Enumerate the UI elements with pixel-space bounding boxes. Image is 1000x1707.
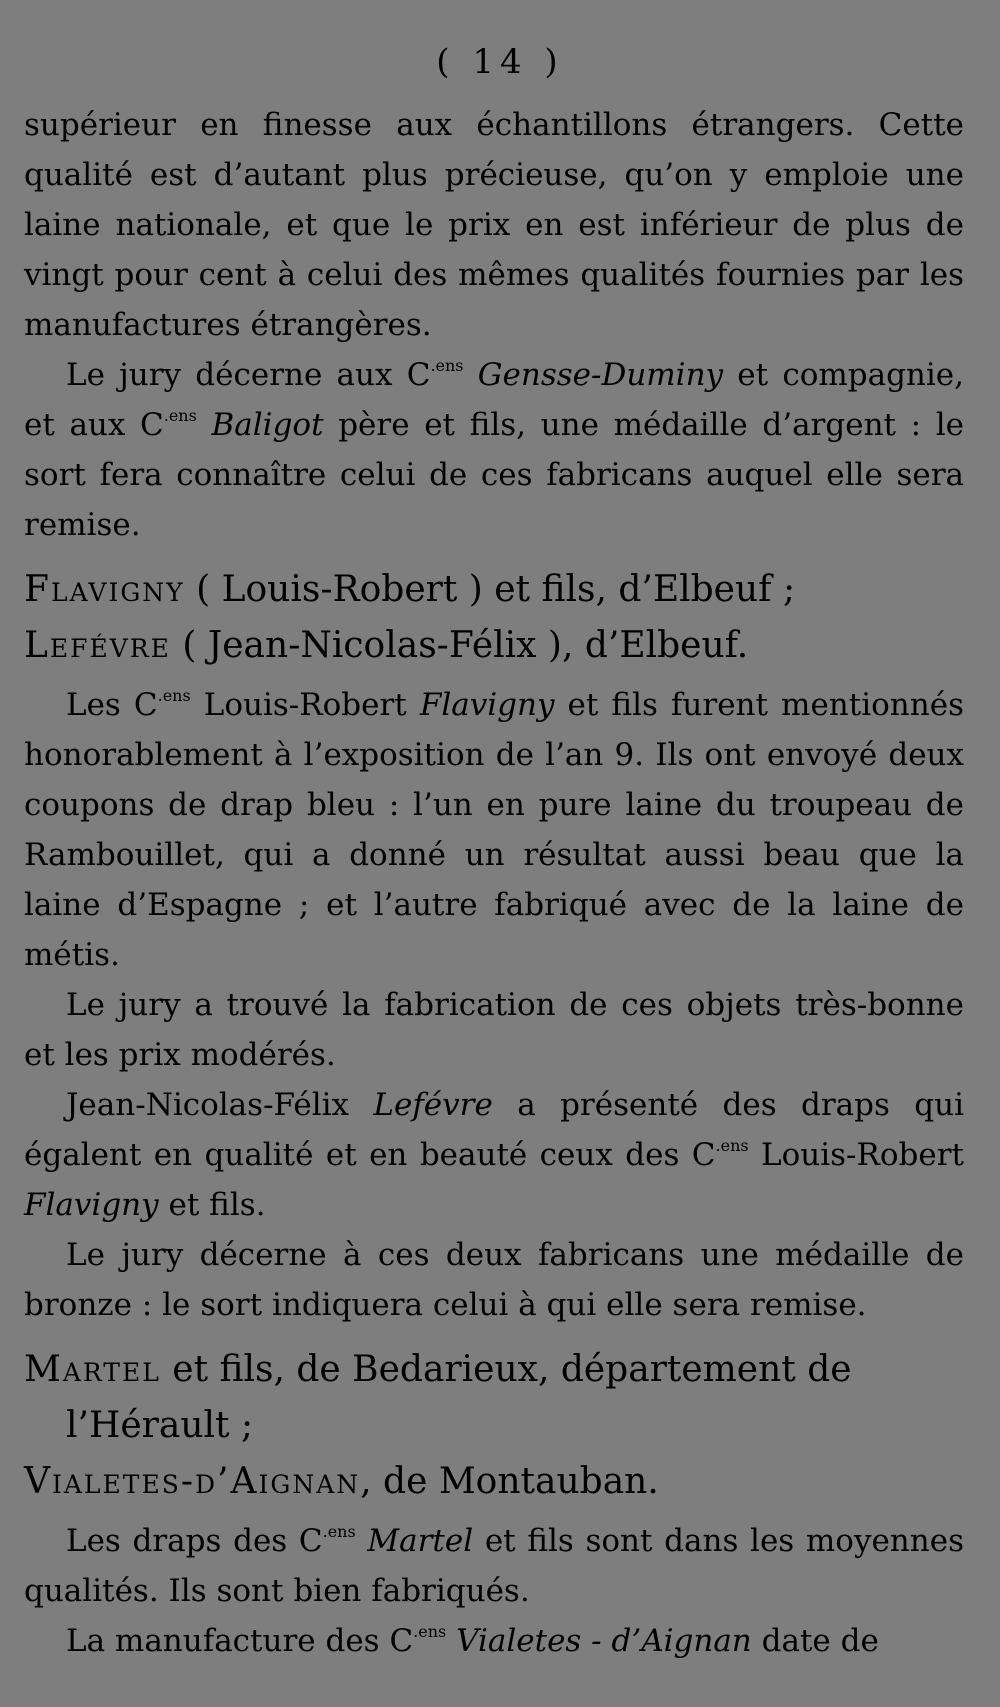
paragraph-martel	[24, 1516, 964, 1616]
page-body	[24, 100, 964, 1666]
text-run: date de	[761, 1623, 879, 1659]
text-run: et fils.	[158, 1187, 266, 1223]
paragraph-vialetes	[24, 1616, 964, 1666]
name-martel: Martel	[367, 1523, 474, 1559]
name-vialetes: Vialetes - d’Aignan	[456, 1623, 752, 1659]
heading-rest: , de Montauban.	[360, 1461, 659, 1502]
text-run: Les C	[66, 687, 158, 723]
text-run: Louis-Robert	[748, 1137, 965, 1173]
paragraph-jury-fabrication: Le jury a trouvé la fabrication de ces objets très-bonne et les prix modérés.	[24, 987, 964, 1073]
heading-line	[24, 562, 964, 618]
text-run: Le jury décerne aux C	[66, 357, 431, 393]
abbrev-citoyens: .ens	[430, 356, 464, 375]
paragraph-jury-bronze-medal: Le jury décerne à ces deux fabricans une médaille de bronze : le sort indiquera celui à qui elle sera remise.	[24, 1237, 964, 1323]
text-run: Les draps des C	[66, 1523, 323, 1559]
name-flavigny: Flavigny	[24, 569, 185, 610]
heading-line	[24, 618, 964, 674]
heading-rest: ( Louis-Robert ) et fils, d’Elbeuf ;	[184, 569, 796, 610]
name-flavigny: Flavigny	[24, 1187, 159, 1223]
paragraph-continuation: supérieur en finesse aux échantillons étrangers. Cette qualité est d’autant plus précieuse, qu’on y emploie une laine nationale, et que le prix en est inférieur de plus de vingt pour cent à celui des mêmes qualités fournies par les manufactures étrangères.	[24, 107, 964, 343]
name-lefevre: Lefévre	[24, 625, 171, 666]
text-run: et fils furent mentionnés honorablement à l’exposition de l’an 9. Ils ont envoyé deux coupons de drap bleu : l’un en pure laine du troupeau de Rambouillet, qui a donné un résultat aussi beau que la laine d’Espagne ; et l’autre fabriqué avec de la laine de métis.	[24, 687, 964, 973]
heading-line	[24, 1454, 964, 1510]
text-run: a présenté des draps qui égalent en qualité et en beauté ceux des C	[24, 1087, 964, 1173]
text-run: et fils sont dans les moyennes qualités. Ils sont bien fabriqués.	[24, 1523, 964, 1609]
abbrev-citoyens: .ens	[157, 686, 191, 705]
heading-martel-vialetes	[24, 1342, 964, 1510]
name-vialetes: Vialetes-d’Aignan	[24, 1461, 361, 1502]
heading-rest: et fils, de Bedarieux, département de	[160, 1349, 852, 1390]
abbrev-citoyens: .ens	[322, 1522, 356, 1541]
name-lefevre: Lefévre	[373, 1087, 493, 1123]
name-flavigny: Flavigny	[419, 687, 555, 723]
paragraph-lefevre	[24, 1080, 964, 1230]
name-martel: Martel	[24, 1349, 161, 1390]
name-gensse-duminy: Gensse-Duminy	[477, 357, 724, 393]
text-run: père et fils, une médaille d’argent : le sort fera connaître celui de ces fabricans auquel elle sera remise.	[24, 407, 964, 543]
heading-flavigny-lefevre	[24, 562, 964, 674]
abbrev-citoyens: .ens	[413, 1622, 447, 1641]
text-run: et compagnie, et aux C	[24, 357, 965, 443]
paragraph-jury-silver-medal	[24, 350, 964, 550]
heading-rest-continued: l’Hérault ;	[66, 1405, 254, 1446]
heading-rest: ( Jean-Nicolas-Félix ), d’Elbeuf.	[170, 625, 749, 666]
paragraph-flavigny	[24, 680, 964, 980]
text-run: Louis-Robert	[190, 687, 420, 723]
name-baligot: Baligot	[211, 407, 324, 443]
text-run: La manufacture des C	[66, 1623, 414, 1659]
heading-line	[24, 1342, 964, 1454]
text-run: Jean-Nicolas-Félix	[66, 1087, 374, 1123]
page-number: ( 14 )	[436, 42, 564, 82]
abbrev-citoyens: .ens	[163, 406, 197, 425]
abbrev-citoyens: .ens	[715, 1136, 749, 1155]
